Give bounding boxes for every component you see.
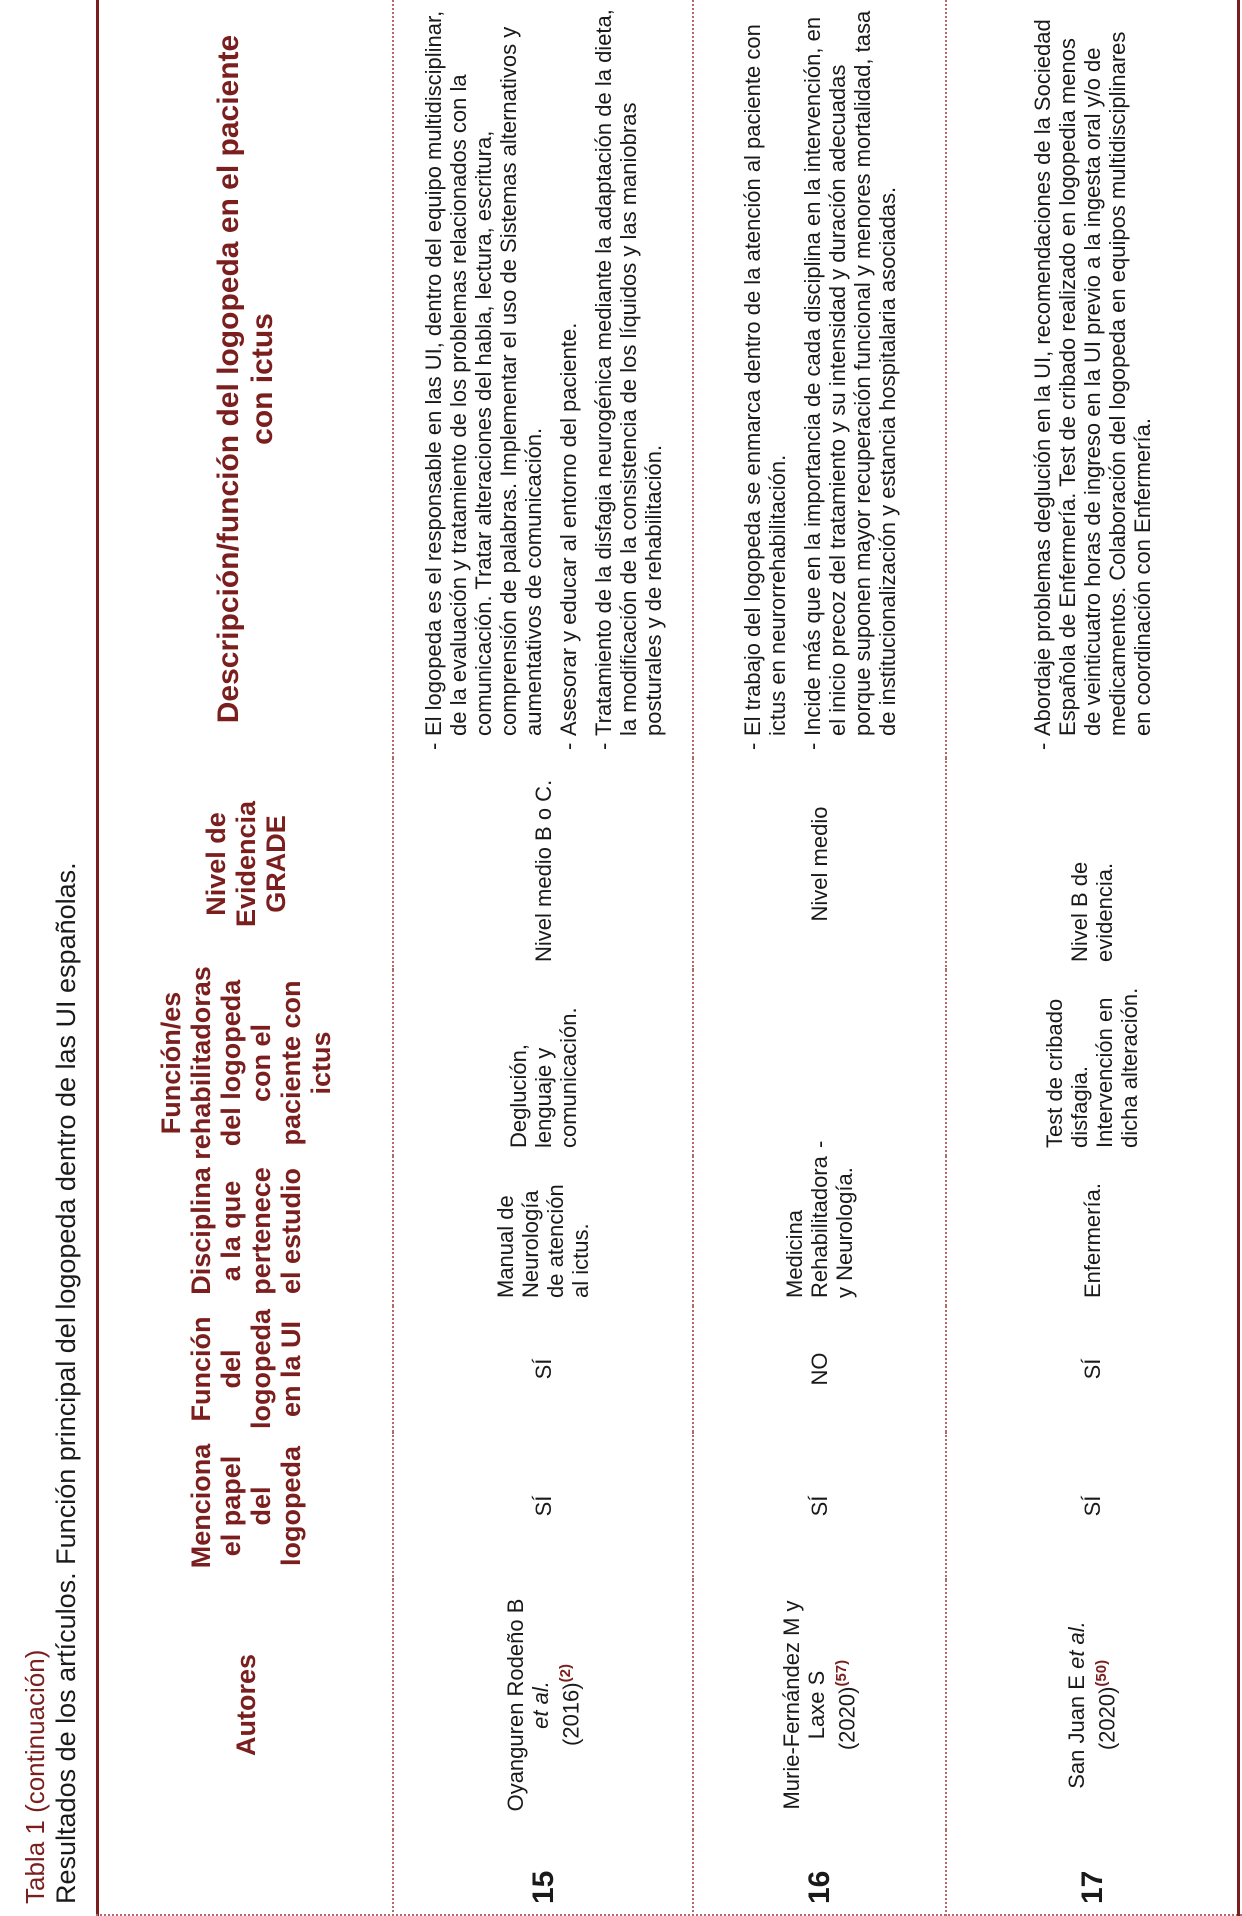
header-num <box>99 1830 394 1916</box>
row-17-year: (2020) <box>1094 1686 1120 1751</box>
row-17-desc-item: - Abordaje problemas deglución en la UI, recomendaciones de la Sociedad Española de Enfermería. Test de cribado realizado en logopedia menos de veinticuatro horas de ingreso en la UI previo a la ingesta oral y/o de medicamentos. Colaboración del logopeda en equipos multidisciplinares en coordinación con Enfermería. <box>1030 8 1155 750</box>
row-15-desc-item: - Tratamiento de la disfagia neurogénica mediante la adaptación de la dieta, la modificación de la consistencia de los líquidos y las maniobras posturales y de rehabilitación. <box>591 8 666 750</box>
row-15-desc-item: - Asesorar y educar al entorno del paciente. <box>556 8 581 750</box>
row-16-author: Murie-Fernández M y Laxe S <box>779 1600 830 1810</box>
row-16-desc-item: - El trabajo del logopeda se enmarca dentro de la atención al paciente con ictus en neurorrehabilitación. <box>740 8 790 750</box>
row-17-funciones-rehab: Test de cribado disfagia. Intervención en dicha alteración. <box>1042 987 1142 1148</box>
header-disciplina: Disciplina a la que pertenece el estudio <box>99 1156 394 1306</box>
row-15-funcion-ui: SÍ <box>394 1306 694 1432</box>
table-continuation-label: Tabla 1 (continuación) <box>20 1649 50 1904</box>
row-15-descripcion <box>394 0 694 758</box>
row-17-nivel: Nivel B de evidencia. <box>1067 861 1117 962</box>
row-15-year: (2016) <box>558 1682 584 1746</box>
row-15-autores <box>394 1580 694 1830</box>
row-16-menciona: SÍ <box>694 1432 947 1580</box>
row-15-nivel: Nivel medio B o C. <box>394 758 694 970</box>
results-table <box>99 0 1237 1916</box>
row-17-descripcion <box>947 0 1237 758</box>
row-16-year: (2020) <box>834 1686 860 1751</box>
row-16-ref: (57) <box>833 1659 851 1687</box>
row-15-desc-item: - El logopeda es el responsable en las UI, dentro del equipo multidisciplinar, de la evaluación y tratamiento de los problemas relacionados con la comunicación. Tratar alteraciones del habla, lectura, escritura, comprensión de palabras. Implementar el uso de Sistemas alternativos y aumentativos de comunicación. <box>421 8 546 750</box>
row-17-etal: et al. <box>1064 1621 1090 1669</box>
row-15-etal: et al. <box>527 1681 553 1729</box>
row-17-menciona: SÍ <box>1079 1495 1105 1517</box>
table-caption <box>20 24 82 1904</box>
header-funcion-ui: Función del logopeda en la UI <box>99 1306 394 1432</box>
table-title: Resultados de los artículos. Función principal del logopeda dentro de las UI españolas. <box>51 862 81 1904</box>
row-17-disciplina: Enfermería. <box>1079 1183 1105 1298</box>
row-17-funcion-ui: SÍ <box>1079 1358 1105 1380</box>
row-15-funciones-rehab: Deglución, lenguaje y comunicación. <box>394 970 694 1156</box>
row-15-author: Oyanguren Rodeño B <box>502 1598 528 1812</box>
row-17-ref: (50) <box>1093 1659 1111 1687</box>
header-nivel: Nivel de Evidencia GRADE <box>99 758 394 970</box>
row-16-disciplina: Medicina Rehabilitadora y Neurología. <box>694 1156 947 1306</box>
row-16-descripcion <box>694 0 947 758</box>
header-menciona: Menciona el papel del logopeda <box>99 1432 394 1580</box>
row-17-author: San Juan E <box>1064 1675 1090 1789</box>
row-16-desc-item: - Incide más que en la importancia de cada disciplina en la intervención, en el inicio precoz del tratamiento y su intensidad y duración adecuadas porque suponen mayor recuperación funcional y menores mortalidad, tasa de institucionalización y estancia hospitalaria asociadas. <box>800 8 900 750</box>
row-17-autores <box>947 1580 1237 1830</box>
row-16-autores <box>694 1580 947 1830</box>
row-15-ref: (2) <box>556 1664 574 1683</box>
row-15-num: 15 <box>394 1830 694 1916</box>
row-16-num: 16 <box>694 1830 947 1916</box>
header-descripcion: Descripción/función del logopeda en el paciente con ictus <box>99 0 394 758</box>
row-15-menciona: SÍ <box>394 1432 694 1580</box>
row-16-funciones-rehab: - <box>694 970 947 1156</box>
table-bottom-rule <box>1237 0 1240 1916</box>
row-16-nivel: Nivel medio <box>694 758 947 970</box>
row-16-funcion-ui: NO <box>694 1306 947 1432</box>
header-autores: Autores <box>99 1580 394 1830</box>
row-17-num: 17 <box>1075 1870 1109 1904</box>
row-15-disciplina: Manual de Neurología de atención al ictus. <box>394 1156 694 1306</box>
header-funciones-rehab: Función/es rehabilitadoras del logopeda con el paciente con ictus <box>99 970 394 1156</box>
